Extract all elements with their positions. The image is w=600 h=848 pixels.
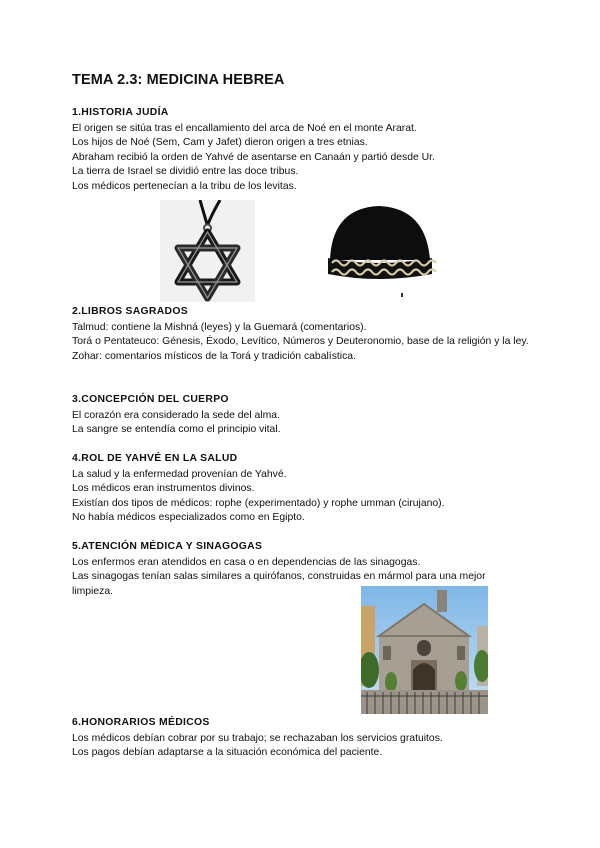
section-rol-de-yahve xyxy=(72,452,532,526)
paragraph-line: Las sinagogas tenían salas similares a quirófanos, construidas en mármol para una mejor limpieza. xyxy=(72,571,486,597)
paragraph-line: Los médicos pertenecían a la tribu de los levitas. xyxy=(72,180,297,192)
paragraph-line: Los médicos debían cobrar por su trabajo; se rechazaban los servicios gratuitos. xyxy=(72,732,443,744)
synagogue-icon xyxy=(361,586,488,714)
paragraph-line: Zohar: comentarios místicos de la Torá y tradición cabalística. xyxy=(72,350,356,362)
section-honorarios-medicos xyxy=(72,716,532,761)
paragraph-line: Los pagos debían adaptarse a la situación económica del paciente. xyxy=(72,747,383,759)
paragraph-line: Torá o Pentateuco: Génesis, Éxodo, Levítico, Números y Deuteronomio, base de la religión y la ley. xyxy=(72,336,529,348)
section-heading: 5.ATENCIÓN MÉDICA Y SINAGOGAS xyxy=(72,541,263,552)
paragraph-line: Talmud: contiene la Mishná (leyes) y la Guemará (comentarios). xyxy=(72,321,367,333)
section-heading: 3.CONCEPCIÓN DEL CUERPO xyxy=(72,394,229,405)
synagogue-building-image xyxy=(361,586,488,714)
paragraph-line: Los médicos eran instrumentos divinos. xyxy=(72,483,255,495)
star-of-david-icon xyxy=(160,200,255,302)
paragraph-line: No había médicos especializados como en Egipto. xyxy=(72,512,305,524)
paragraph-line: El origen se sitúa tras el encallamiento del arca de Noé en el monte Ararat. xyxy=(72,122,417,134)
section-libros-sagrados xyxy=(72,305,532,364)
section-heading: 6.HONORARIOS MÉDICOS xyxy=(72,717,210,728)
paragraph-line: Abraham recibió la orden de Yahvé de asentarse en Canaán y partió desde Ur. xyxy=(72,151,435,163)
star-of-david-pendant-image xyxy=(160,200,255,302)
paragraph-line: El corazón era considerado la sede del alma. xyxy=(72,409,280,421)
paragraph-line: La salud y la enfermedad provenían de Yahvé. xyxy=(72,468,287,480)
paragraph-line: La tierra de Israel se dividió entre las doce tribus. xyxy=(72,166,299,178)
section-heading: 1.HISTORIA JUDÍA xyxy=(72,107,169,118)
paragraph-line: Los hijos de Noé (Sem, Cam y Jafet) dieron origen a tres etnias. xyxy=(72,137,368,149)
kippah-icon xyxy=(322,200,437,300)
kippah-image xyxy=(322,200,437,300)
paragraph-line: La sangre se entendía como el principio vital. xyxy=(72,424,281,436)
section-concepcion-del-cuerpo xyxy=(72,393,532,438)
section-heading: 4.ROL DE YAHVÉ EN LA SALUD xyxy=(72,453,238,464)
page-title: TEMA 2.3: MEDICINA HEBREA xyxy=(72,72,285,88)
paragraph-line: Los enfermos eran atendidos en casa o en dependencias de las sinagogas. xyxy=(72,556,421,568)
paragraph-line: Existían dos tipos de médicos: rophe (experimentado) y rophe umman (cirujano). xyxy=(72,497,445,509)
section-heading: 2.LIBROS SAGRADOS xyxy=(72,306,188,317)
section-historia-judia xyxy=(72,106,532,195)
